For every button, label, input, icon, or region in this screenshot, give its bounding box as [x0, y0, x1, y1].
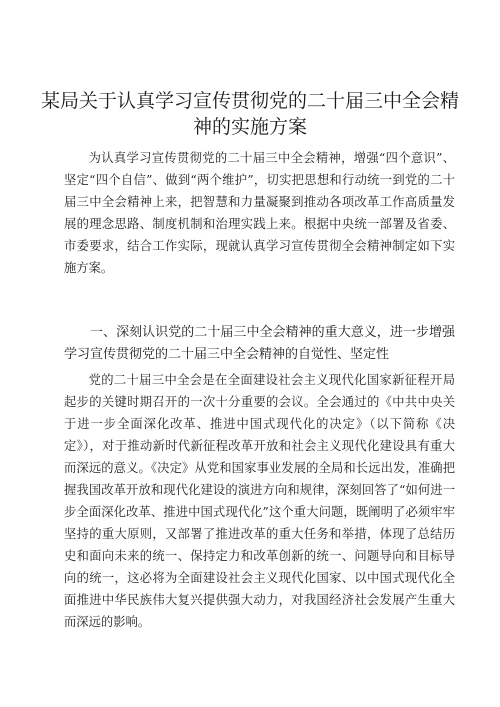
section-1-heading: 一、深刻认识党的二十届三中全会精神的重大意义，进一步增强学习宣传贯彻党的二十届三中全会精神的自觉性、坚定性 — [64, 325, 455, 362]
section-1-body-paragraph: 党的二十届三中全会是在全面建设社会主义现代化国家新征程开局起步的关键时期召开的一次十分重要的会议。全会通过的《中共中央关于进一步全面深化改革、推进中国式现代化的决定》（以下简称《决定》），对于推动新时代新征程改革开放和社会主义现代化建设具有重大而深远的意义。《决定》从党和国家事业发展的全局和长远出发，准确把握我国改革开放和现代化建设的演进方向和规律，深刻回答了“如何进一步全面深化改革、推进中国式现代化”这个重大问题，既阐明了必须牢牢坚持的重大原则，又部署了推进改革的重大任务和举措，体现了总结历史和面向未来的统一、保持定力和改革创新的统一、问题导向和目标导向的统一，这必将为全面建设社会主义现代化国家、以中国式现代化全面推进中华民族伟大复兴提供强大动力，对我国经济社会发展产生重大而深远的影响。 — [64, 373, 455, 629]
intro-paragraph: 为认真学习宣传贯彻党的二十届三中全会精神，增强“四个意识”、坚定“四个自信”、做到“两个维护”，切实把思想和行动统一到党的二十届三中全会精神上来，把智慧和力量凝聚到推动各项改革工作高质量发展的理念思路、制度机制和治理实践上来。根据中央统一部署及省委、市委要求，结合工作实际，现就认真学习宣传贯彻全会精神制定如下实施方案。 — [64, 151, 455, 275]
document-title: 某局关于认真学习宣传贯彻党的二十届三中全会精神的实施方案 — [40, 90, 459, 138]
